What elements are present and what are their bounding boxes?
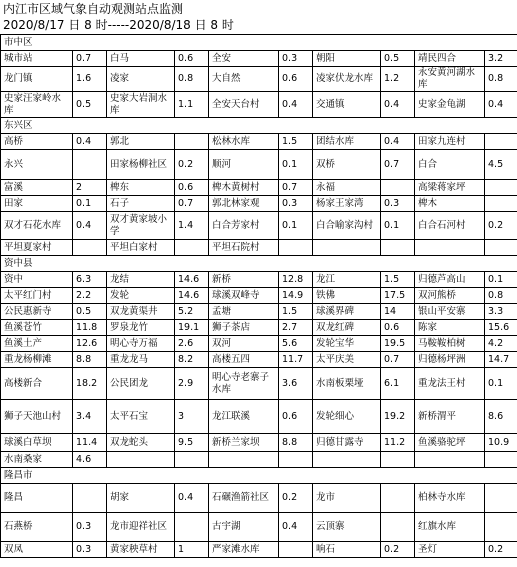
rainfall-value: [485, 484, 517, 513]
station-name: 严家滩水库: [209, 542, 279, 558]
rainfall-value: 8.8: [279, 434, 313, 452]
station-name: 朝阳: [313, 51, 381, 67]
rainfall-value: 4.2: [485, 336, 517, 352]
rainfall-value: 0.5: [381, 51, 415, 67]
rainfall-value: 11.4: [73, 434, 107, 452]
station-name: 胡家: [107, 484, 175, 513]
station-name: 城市站: [1, 51, 73, 67]
station-name: 田家杨柳社区: [107, 150, 175, 180]
station-name: 红旗水库: [415, 513, 485, 542]
station-name: 球溪双峰寺: [209, 288, 279, 304]
rainfall-value: 17.5: [381, 288, 415, 304]
station-name: 石碾渔箭社区: [209, 484, 279, 513]
table-row: [1, 134, 517, 150]
table-row: [1, 288, 517, 304]
station-name: 高桥: [1, 134, 73, 150]
table-row: [1, 92, 517, 118]
station-name: 平坦白家村: [107, 240, 175, 256]
table-row: [1, 400, 517, 434]
station-name: 圣灯: [415, 542, 485, 558]
rainfall-value: 0.2: [279, 484, 313, 513]
district-row: [1, 118, 517, 134]
station-name: 高楼新合: [1, 368, 73, 400]
rainfall-value: 1.5: [381, 272, 415, 288]
rainfall-value: 1.2: [381, 67, 415, 92]
rainfall-value: [73, 484, 107, 513]
rainfall-value: 0.6: [381, 320, 415, 336]
station-name: 永福: [313, 180, 381, 196]
rainfall-value: 1.5: [279, 134, 313, 150]
rainfall-value: 0.7: [381, 150, 415, 180]
rainfall-value: [485, 180, 517, 196]
rainfall-value: [485, 134, 517, 150]
rainfall-value: [73, 240, 107, 256]
rainfall-value: [485, 513, 517, 542]
station-name: 归德甘露寺: [313, 434, 381, 452]
station-name: 重龙杨柳滩: [1, 352, 73, 368]
rainfall-value: 0.1: [279, 150, 313, 180]
rainfall-value: 18.2: [73, 368, 107, 400]
rainfall-value: 1: [175, 542, 209, 558]
station-name: 凌家: [107, 67, 175, 92]
rainfall-value: 1.1: [175, 92, 209, 118]
station-name: 隆昌: [1, 484, 73, 513]
rainfall-value: [175, 240, 209, 256]
station-name: 新桥: [209, 272, 279, 288]
station-name: 椑东: [107, 180, 175, 196]
rainfall-value: 0.6: [279, 400, 313, 434]
rainfall-value: 0.3: [279, 51, 313, 67]
station-name: 资中: [1, 272, 73, 288]
station-name: 水南板栗垭: [313, 368, 381, 400]
station-name: 松林水库: [209, 134, 279, 150]
station-name: 双桥: [313, 150, 381, 180]
table-row: [1, 272, 517, 288]
station-name: 铁佛: [313, 288, 381, 304]
table-row: [1, 67, 517, 92]
rainfall-value: 6.3: [73, 272, 107, 288]
station-name: 发轮宝华: [313, 336, 381, 352]
table-row: [1, 240, 517, 256]
table-row: [1, 212, 517, 240]
rainfall-value: 11.2: [381, 434, 415, 452]
rainfall-value: 12.6: [73, 336, 107, 352]
table-row: [1, 304, 517, 320]
rainfall-value: 12.8: [279, 272, 313, 288]
rainfall-value: 0.1: [485, 368, 517, 400]
rainfall-value: 11.8: [73, 320, 107, 336]
rainfall-value: 0.1: [381, 212, 415, 240]
station-name: 顺河: [209, 150, 279, 180]
station-name: 高梁蒋家坪: [415, 180, 485, 196]
rainfall-value: 0.4: [73, 134, 107, 150]
station-name: 太平红门村: [1, 288, 73, 304]
rainfall-value: 5.2: [175, 304, 209, 320]
rainfall-value: [279, 452, 313, 468]
rainfall-value: 0.8: [175, 67, 209, 92]
table-row: [1, 542, 517, 558]
station-name: 龙市迎祥社区: [107, 513, 175, 542]
rainfall-value: 0.4: [73, 212, 107, 240]
station-name: 水南桑家: [1, 452, 73, 468]
rainfall-value: 19.2: [381, 400, 415, 434]
station-name: 鱼溪土产: [1, 336, 73, 352]
station-name: 狮子天池山村: [1, 400, 73, 434]
station-name: 龙市: [313, 484, 381, 513]
station-name: 发轮细心: [313, 400, 381, 434]
station-name: 永兴: [1, 150, 73, 180]
rainfall-value: [381, 452, 415, 468]
district-name: 东兴区: [1, 118, 517, 134]
rainfall-value: [175, 452, 209, 468]
station-name: 团结水库: [313, 134, 381, 150]
station-name: 平坦石院村: [209, 240, 279, 256]
station-name: 龙江: [313, 272, 381, 288]
district-row: [1, 35, 517, 51]
station-name: 全安天台村: [209, 92, 279, 118]
station-name: 双龙红碑: [313, 320, 381, 336]
rainfall-value: 1.5: [279, 304, 313, 320]
rainfall-value: 3: [175, 400, 209, 434]
station-name: 田家九连村: [415, 134, 485, 150]
rainfall-value: [381, 484, 415, 513]
rainfall-value: 0.3: [381, 196, 415, 212]
station-name: 凌家伏龙水库: [313, 67, 381, 92]
rainfall-value: 2.2: [73, 288, 107, 304]
station-name: 郭北: [107, 134, 175, 150]
district-row: [1, 256, 517, 272]
station-name: 公民团龙: [107, 368, 175, 400]
station-name: 太平庆美: [313, 352, 381, 368]
station-name: 明心寺万福: [107, 336, 175, 352]
station-name: 永安黄河湖水库: [415, 67, 485, 92]
rainfall-value: 0.7: [381, 352, 415, 368]
station-name: 白合芳家村: [209, 212, 279, 240]
station-name: 白马: [107, 51, 175, 67]
station-name: 双龙蛇头: [107, 434, 175, 452]
station-name: 球溪白草坝: [1, 434, 73, 452]
station-name: 鱼溪骆驼坪: [415, 434, 485, 452]
station-name: 椑木黄树村: [209, 180, 279, 196]
rainfall-value: 19.5: [381, 336, 415, 352]
rainfall-value: [175, 513, 209, 542]
table-row: [1, 513, 517, 542]
station-name: 椑木: [415, 196, 485, 212]
rainfall-value: 8.8: [73, 352, 107, 368]
station-name: 响石: [313, 542, 381, 558]
station-name: 双龙黄渠井: [107, 304, 175, 320]
rainfall-value: [73, 150, 107, 180]
rainfall-value: [279, 542, 313, 558]
rainfall-value: 0.7: [175, 196, 209, 212]
station-name: 罗泉龙竹: [107, 320, 175, 336]
table-row: [1, 320, 517, 336]
station-name: 富溪: [1, 180, 73, 196]
station-name: [313, 452, 381, 468]
station-name: 史家金龟湖: [415, 92, 485, 118]
station-name: 郭北林家观: [209, 196, 279, 212]
station-name: 靖民四合: [415, 51, 485, 67]
rainfall-value: 0.1: [485, 272, 517, 288]
report-header: [0, 0, 517, 34]
station-name: 龙江联溪: [209, 400, 279, 434]
rainfall-value: 14.7: [485, 352, 517, 368]
station-name: 陈家: [415, 320, 485, 336]
station-name: 平坦夏家村: [1, 240, 73, 256]
rainfall-value: 8.2: [175, 352, 209, 368]
table-row: [1, 352, 517, 368]
rainfall-value: [175, 134, 209, 150]
station-name: 归德芦高山: [415, 272, 485, 288]
station-name: 球溪界碑: [313, 304, 381, 320]
station-name: 新桥兰家坝: [209, 434, 279, 452]
rainfall-value: 14.6: [175, 288, 209, 304]
rainfall-value: 5.6: [279, 336, 313, 352]
rainfall-value: [485, 452, 517, 468]
district-name: 隆昌市: [1, 468, 517, 484]
station-name: 高楼五四: [209, 352, 279, 368]
station-name: 孟塘: [209, 304, 279, 320]
station-name: 交通镇: [313, 92, 381, 118]
station-name: [209, 452, 279, 468]
rainfall-value: 0.1: [279, 212, 313, 240]
station-name: 太平石宝: [107, 400, 175, 434]
station-name: 史家大岩洞水库: [107, 92, 175, 118]
station-name: 柏林寺水库: [415, 484, 485, 513]
rainfall-value: 0.4: [485, 92, 517, 118]
rainfall-value: [381, 513, 415, 542]
rainfall-value: 0.6: [175, 180, 209, 196]
rainfall-value: 2.9: [175, 368, 209, 400]
rainfall-value: 0.2: [381, 542, 415, 558]
district-row: [1, 468, 517, 484]
rainfall-value: [279, 240, 313, 256]
rainfall-value: [381, 180, 415, 196]
station-name: 归德杨坪洲: [415, 352, 485, 368]
rainfall-value: 0.7: [279, 180, 313, 196]
rainfall-value: 0.6: [279, 67, 313, 92]
district-name: 市中区: [1, 35, 517, 51]
station-name: 龙门镇: [1, 67, 73, 92]
station-table: [0, 34, 517, 558]
rainfall-value: 9.5: [175, 434, 209, 452]
rainfall-value: 10.9: [485, 434, 517, 452]
rainfall-value: [381, 240, 415, 256]
rainfall-value: 3.3: [485, 304, 517, 320]
station-name: 公民惠新寺: [1, 304, 73, 320]
station-name: 重龙法王村: [415, 368, 485, 400]
station-name: 杨家王家湾: [313, 196, 381, 212]
table-row: [1, 180, 517, 196]
rainfall-value: 14: [381, 304, 415, 320]
table-row: [1, 434, 517, 452]
table-row: [1, 51, 517, 67]
station-name: 全安: [209, 51, 279, 67]
station-name: 银山平安寨: [415, 304, 485, 320]
rainfall-value: 6.1: [381, 368, 415, 400]
rainfall-value: 4.5: [485, 150, 517, 180]
report-period: 2020/8/17 日 8 时-----2020/8/18 日 8 时: [3, 18, 234, 32]
table-row: [1, 150, 517, 180]
station-name: 白合喻家沟村: [313, 212, 381, 240]
rainfall-value: 1.6: [73, 67, 107, 92]
station-name: 新桥渭平: [415, 400, 485, 434]
table-row: [1, 452, 517, 468]
rainfall-value: 0.4: [381, 92, 415, 118]
station-name: 双才石花水库: [1, 212, 73, 240]
rainfall-value: 4.6: [73, 452, 107, 468]
station-name: 马鞍鞍柏树: [415, 336, 485, 352]
station-name: 古宇湖: [209, 513, 279, 542]
station-name: 大自然: [209, 67, 279, 92]
rainfall-value: 0.7: [73, 51, 107, 67]
rainfall-value: 0.6: [175, 51, 209, 67]
rainfall-value: 0.2: [485, 542, 517, 558]
rainfall-value: 0.2: [485, 212, 517, 240]
rainfall-value: 14.6: [175, 272, 209, 288]
station-name: 狮子茶店: [209, 320, 279, 336]
station-name: 云顶寨: [313, 513, 381, 542]
table-row: [1, 368, 517, 400]
rainfall-value: 0.2: [175, 150, 209, 180]
station-name: [107, 452, 175, 468]
station-name: 田家: [1, 196, 73, 212]
rainfall-value: 3.4: [73, 400, 107, 434]
rainfall-value: 2: [73, 180, 107, 196]
rainfall-value: 8.6: [485, 400, 517, 434]
rainfall-value: 19.1: [175, 320, 209, 336]
rainfall-value: 11.7: [279, 352, 313, 368]
station-name: [415, 240, 485, 256]
station-name: 石子: [107, 196, 175, 212]
station-name: 白合: [415, 150, 485, 180]
rainfall-value: 0.4: [279, 92, 313, 118]
rainfall-value: 1.4: [175, 212, 209, 240]
station-name: 发轮: [107, 288, 175, 304]
station-name: 石燕桥: [1, 513, 73, 542]
station-name: 龙结: [107, 272, 175, 288]
rainfall-value: 2.6: [175, 336, 209, 352]
report-title: 内江市区域气象自动观测站点监测: [3, 2, 184, 16]
rainfall-value: 0.4: [175, 484, 209, 513]
district-name: 资中县: [1, 256, 517, 272]
station-name: [415, 452, 485, 468]
rainfall-value: 0.1: [73, 196, 107, 212]
table-row: [1, 336, 517, 352]
rainfall-value: 0.8: [485, 288, 517, 304]
station-name: [313, 240, 381, 256]
rainfall-value: 3.6: [279, 368, 313, 400]
station-name: 重龙龙马: [107, 352, 175, 368]
rainfall-value: [485, 196, 517, 212]
rainfall-value: [485, 240, 517, 256]
rainfall-value: 0.3: [279, 196, 313, 212]
rainfall-value: 0.3: [73, 542, 107, 558]
station-name: 白合石河村: [415, 212, 485, 240]
station-name: 明心寺老寨子水库: [209, 368, 279, 400]
rainfall-value: 15.6: [485, 320, 517, 336]
table-row: [1, 484, 517, 513]
rainfall-value: 2.7: [279, 320, 313, 336]
station-name: 双凤: [1, 542, 73, 558]
station-name: 黄家秧草村: [107, 542, 175, 558]
rainfall-value: 0.3: [73, 513, 107, 542]
station-name: 双河: [209, 336, 279, 352]
table-row: [1, 196, 517, 212]
rainfall-value: 0.4: [279, 513, 313, 542]
station-name: 双才黄家坡小学: [107, 212, 175, 240]
station-name: 鱼溪苍竹: [1, 320, 73, 336]
station-name: 双河熊桥: [415, 288, 485, 304]
rainfall-value: 0.4: [381, 134, 415, 150]
rainfall-value: 14.9: [279, 288, 313, 304]
rainfall-value: 3.2: [485, 51, 517, 67]
station-name: 史家汪家岭水库: [1, 92, 73, 118]
rainfall-value: 0.8: [485, 67, 517, 92]
rainfall-value: 0.5: [73, 92, 107, 118]
rainfall-value: 0.5: [73, 304, 107, 320]
